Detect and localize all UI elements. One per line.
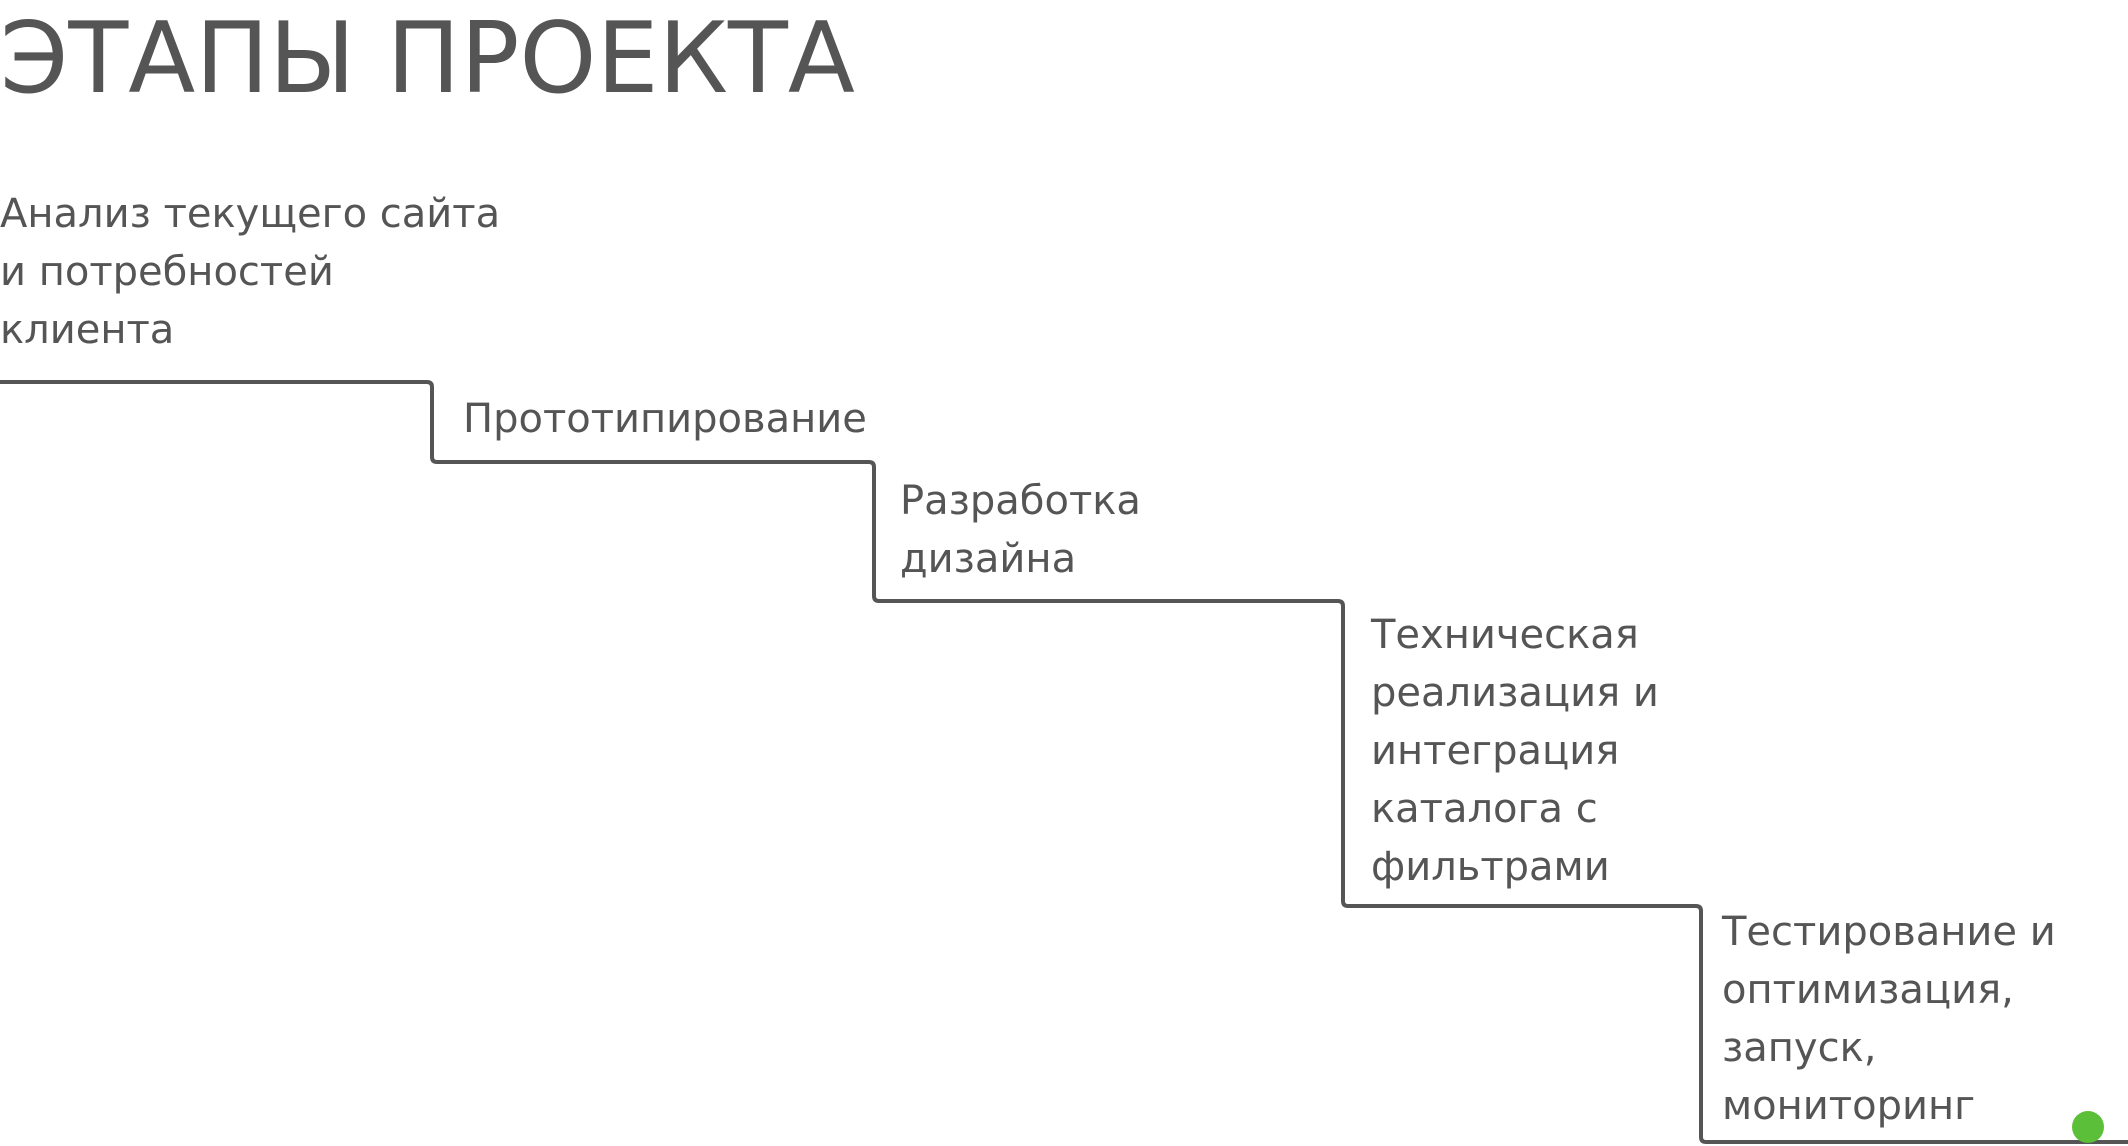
step-label-4: Техническая реализация и интеграция каталога с фильтрами — [1371, 612, 1659, 890]
step-label-3: Разработка дизайна — [900, 478, 1141, 582]
end-marker-icon — [2072, 1111, 2104, 1143]
step-label-5: Тестирование и оптимизация, запуск, мониторинг — [1722, 909, 2056, 1129]
page-title: ЭТАПЫ ПРОЕКТА — [0, 2, 855, 116]
step-label-1: Анализ текущего сайта и потребностей клиента — [0, 191, 501, 353]
step-label-2: Прототипирование — [463, 396, 867, 442]
